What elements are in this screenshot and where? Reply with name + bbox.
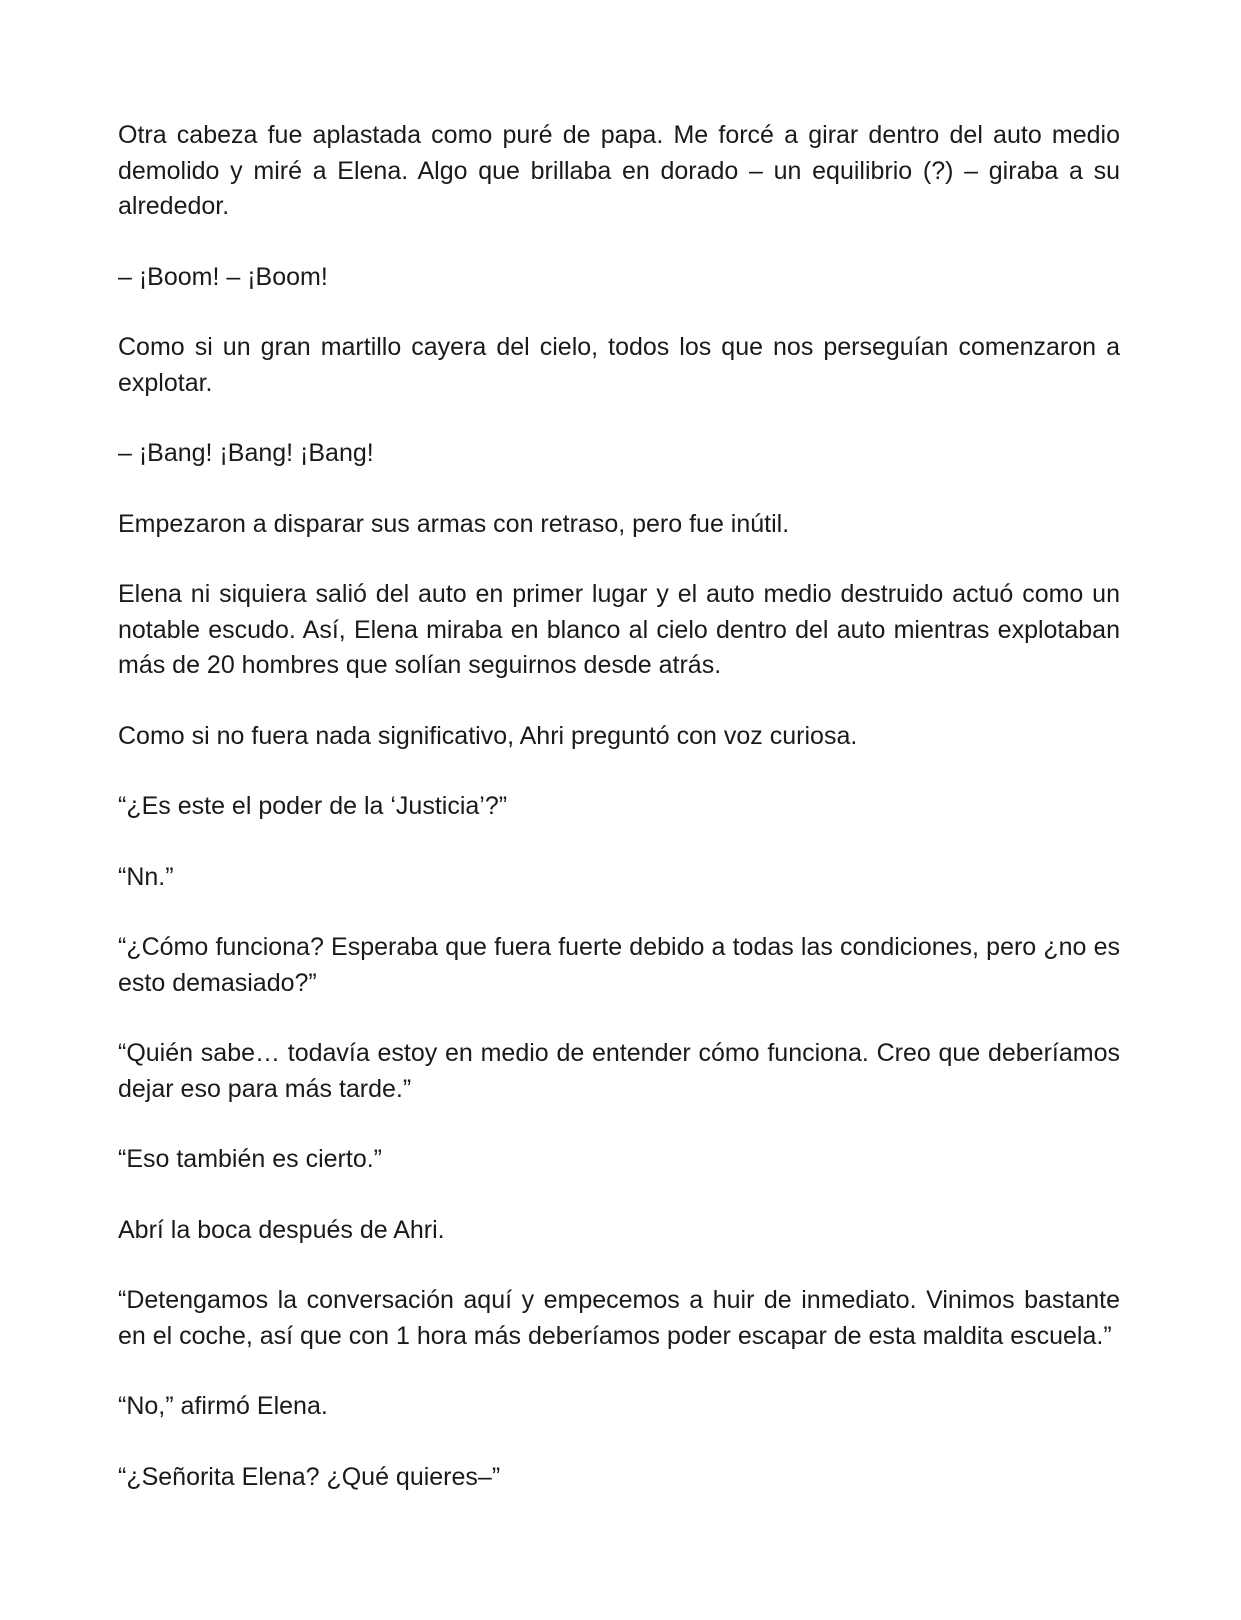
paragraph: “Eso también es cierto.” (118, 1145, 382, 1173)
paragraph: “¿Señorita Elena? ¿Qué quieres–” (118, 1462, 501, 1491)
paragraph: Como si un gran martillo cayera del cielo, todos los que nos perseguían comenzaron a explotar. (118, 333, 1120, 397)
paragraph: “¿Es este el poder de la ‘Justicia’?” (118, 792, 508, 820)
paragraph: “¿Cómo funciona? Esperaba que fuera fuerte debido a todas las condiciones, pero ¿no es esto demasiado?” (118, 933, 1120, 997)
paragraph: Empezaron a disparar sus armas con retraso, pero fue inútil. (118, 509, 790, 538)
paragraph: “Quién sabe… todavía estoy en medio de entender cómo funciona. Creo que deberíamos dejar eso para más tarde.” (118, 1039, 1120, 1103)
document-page (118, 118, 1120, 1530)
paragraph: Otra cabeza fue aplastada como puré de papa. Me forcé a girar dentro del auto medio demolido y miré a Elena. Algo que brillaba en dorado – un equilibrio (?) – giraba a su alrededor. (118, 121, 1120, 220)
paragraph: – ¡Boom! – ¡Boom! (118, 262, 328, 291)
paragraph: Elena ni siquiera salió del auto en primer lugar y el auto medio destruido actuó como un notable escudo. Así, Elena miraba en blanco al cielo dentro del auto mientras explotaban más de 20 hombres que solían seguirnos desde atrás. (118, 580, 1120, 679)
paragraph: “No,” afirmó Elena. (118, 1392, 328, 1420)
paragraph: “Nn.” (118, 862, 174, 891)
paragraph: Como si no fuera nada significativo, Ahri preguntó con voz curiosa. (118, 721, 858, 750)
paragraph: – ¡Bang! ¡Bang! ¡Bang! (118, 439, 374, 467)
paragraph: Abrí la boca después de Ahri. (118, 1215, 445, 1244)
paragraph: “Detengamos la conversación aquí y empecemos a huir de inmediato. Vinimos bastante en el coche, así que con 1 hora más deberíamos poder escapar de esta maldita escuela.” (118, 1286, 1120, 1350)
